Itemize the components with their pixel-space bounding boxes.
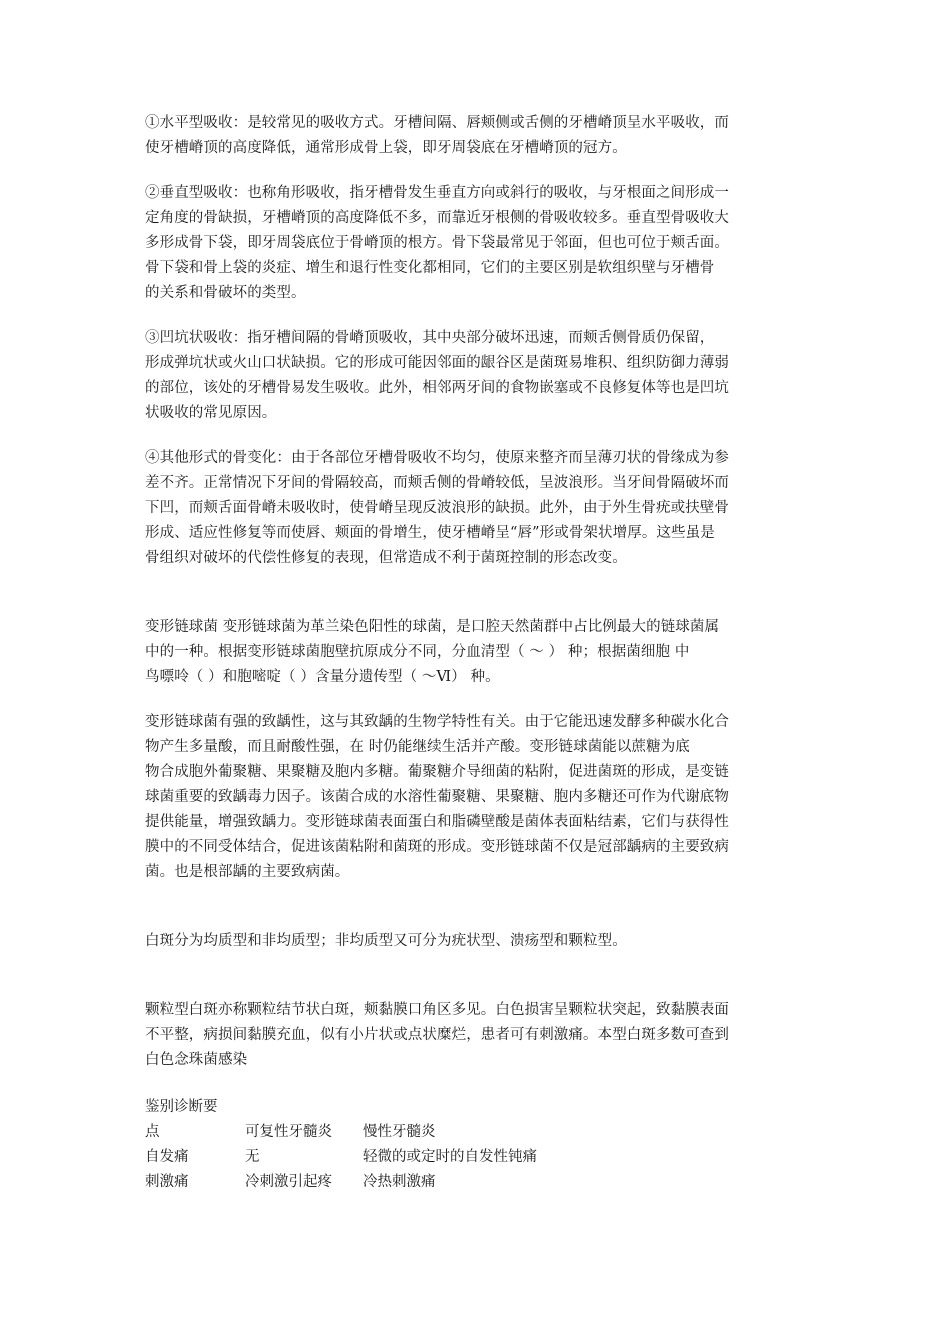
text-line: 的部位，该处的牙槽骨易发生吸收。此外，相邻两牙间的食物嵌塞或不良修复体等也是凹坑 bbox=[145, 380, 729, 396]
table-cell: 自发痛 bbox=[145, 1149, 189, 1165]
table-cell: 冷刺激引起疼 bbox=[245, 1174, 332, 1190]
document-page bbox=[145, 111, 813, 1195]
text-line: 物产生多量酸，而且耐酸性强，在 时仍能继续生活并产酸。变形链球菌能以蔗糖为底 bbox=[145, 739, 690, 755]
paragraph-other-bone-changes bbox=[145, 446, 813, 571]
text-line: 下凹，而颊舌面骨嵴未吸收时，使骨嵴呈现反波浪形的缺损。此外，由于外生骨疣或扶壁骨 bbox=[145, 500, 729, 516]
paragraph-horizontal-resorption bbox=[145, 111, 813, 161]
table-header-cell: 可复性牙髓炎 bbox=[245, 1124, 332, 1140]
table-cell: 无 bbox=[245, 1149, 260, 1165]
text-line: 变形链球菌有强的致龋性，这与其致龋的生物学特性有关。由于它能迅速发酵多种碳水化合 bbox=[145, 714, 729, 730]
paragraph-vertical-resorption bbox=[145, 181, 813, 306]
text-line: 形成弹坑状或火山口状缺损。它的形成可能因邻面的龈谷区是菌斑易堆积、组织防御力薄弱 bbox=[145, 355, 729, 371]
text-line: ②垂直型吸收：也称角形吸收，指牙槽骨发生垂直方向或斜行的吸收，与牙根面之间形成一 bbox=[145, 185, 729, 201]
text-line: 鸟嘌呤（ ）和胞嘧啶（ ）含量分遗传型（ ～Ⅵ） 种。 bbox=[145, 669, 500, 685]
text-line: 骨组织对破坏的代偿性修复的表现，但常造成不利于菌斑控制的形态改变。 bbox=[145, 550, 627, 566]
text-line: 形成、适应性修复等而使唇、颊面的骨增生，使牙槽嵴呈“唇”形或骨架状增厚。这些虽是 bbox=[145, 525, 715, 541]
text-line: 变形链球菌 变形链球菌为革兰染色阳性的球菌，是口腔天然菌群中占比例最大的链球菌属 bbox=[145, 619, 720, 635]
text-line: 不平整，病损间黏膜充血，似有小片状或点状糜烂，患者可有刺激痛。本型白斑多数可查到 bbox=[145, 1027, 729, 1043]
text-line: 颗粒型白斑亦称颗粒结节状白斑，颊黏膜口角区多见。白色损害呈颗粒状突起，致黏膜表面 bbox=[145, 1002, 729, 1018]
text-line: 球菌重要的致龋毒力因子。该菌合成的水溶性葡聚糖、果聚糖、胞内多糖还可作为代谢底物 bbox=[145, 789, 729, 805]
paragraph-leukoplakia-types bbox=[145, 929, 813, 954]
text-line: 定角度的骨缺损，牙槽嵴顶的高度降低不多，而靠近牙根侧的骨吸收较多。垂直型骨吸收大 bbox=[145, 210, 729, 226]
header-text: 点 bbox=[145, 1124, 160, 1140]
paragraph-crater-resorption bbox=[145, 326, 813, 426]
text-line: 中的一种。根据变形链球菌胞壁抗原成分不同，分血清型（ ～ ） 种；根据菌细胞 中 bbox=[145, 644, 690, 660]
text-line: 物合成胞外葡聚糖、果聚糖及胞内多糖。葡聚糖介导细菌的粘附，促进菌斑的形成，是变链 bbox=[145, 764, 729, 780]
text-line: 提供能量，增强致龋力。变形链球菌表面蛋白和脂磷壁酸是菌体表面粘结素，它们与获得性 bbox=[145, 814, 729, 830]
text-line: ③凹坑状吸收：指牙槽间隔的骨嵴顶吸收，其中央部分破坏迅速，而颊舌侧骨质仍保留， bbox=[145, 330, 715, 346]
text-line: 差不齐。正常情况下牙间的骨隔较高，而颊舌侧的骨嵴较低，呈波浪形。当牙间骨隔破坏而 bbox=[145, 475, 729, 491]
table-header-cell bbox=[145, 1095, 245, 1145]
table-cell: 刺激痛 bbox=[145, 1174, 189, 1190]
text-line: 状吸收的常见原因。 bbox=[145, 405, 277, 421]
text-line: 的关系和骨破坏的类型。 bbox=[145, 285, 306, 301]
table-cell: 轻微的或定时的自发性钝痛 bbox=[363, 1149, 537, 1165]
text-line: ④其他形式的骨变化：由于各部位牙槽骨吸收不均匀，使原来整齐而呈薄刃状的骨缘成为参 bbox=[145, 450, 729, 466]
table-header-row bbox=[145, 1095, 663, 1145]
paragraph-cariogenicity bbox=[145, 710, 813, 885]
differential-diagnosis-table bbox=[145, 1095, 663, 1195]
text-line: 白色念珠菌感染 bbox=[145, 1052, 248, 1068]
table-header-cell: 慢性牙髓炎 bbox=[363, 1124, 436, 1140]
text-line: 白斑分为均质型和非均质型；非均质型又可分为疣状型、溃疡型和颗粒型。 bbox=[145, 933, 627, 949]
header-text: 鉴别诊断要 bbox=[145, 1099, 218, 1115]
text-line: ①水平型吸收：是较常见的吸收方式。牙槽间隔、唇颊侧或舌侧的牙槽嵴顶呈水平吸收，而 bbox=[145, 115, 729, 131]
text-line: 多形成骨下袋，即牙周袋底位于骨嵴顶的根方。骨下袋最常见于邻面，但也可位于颊舌面。 bbox=[145, 235, 729, 251]
table-row bbox=[145, 1170, 663, 1195]
table-row bbox=[145, 1145, 663, 1170]
table-cell: 冷热刺激痛 bbox=[363, 1174, 436, 1190]
text-line: 骨下袋和骨上袋的炎症、增生和退行性变化都相同，它们的主要区别是软组织壁与牙槽骨 bbox=[145, 260, 715, 276]
paragraph-granular-leukoplakia bbox=[145, 998, 813, 1073]
paragraph-streptococcus-mutans bbox=[145, 615, 813, 690]
text-line: 使牙槽嵴顶的高度降低，通常形成骨上袋，即牙周袋底在牙槽嵴顶的冠方。 bbox=[145, 140, 627, 156]
text-line: 膜中的不同受体结合，促进该菌粘附和菌斑的形成。变形链球菌不仅是冠部龋病的主要致病 bbox=[145, 839, 729, 855]
text-line: 菌。也是根部龋的主要致病菌。 bbox=[145, 864, 350, 880]
